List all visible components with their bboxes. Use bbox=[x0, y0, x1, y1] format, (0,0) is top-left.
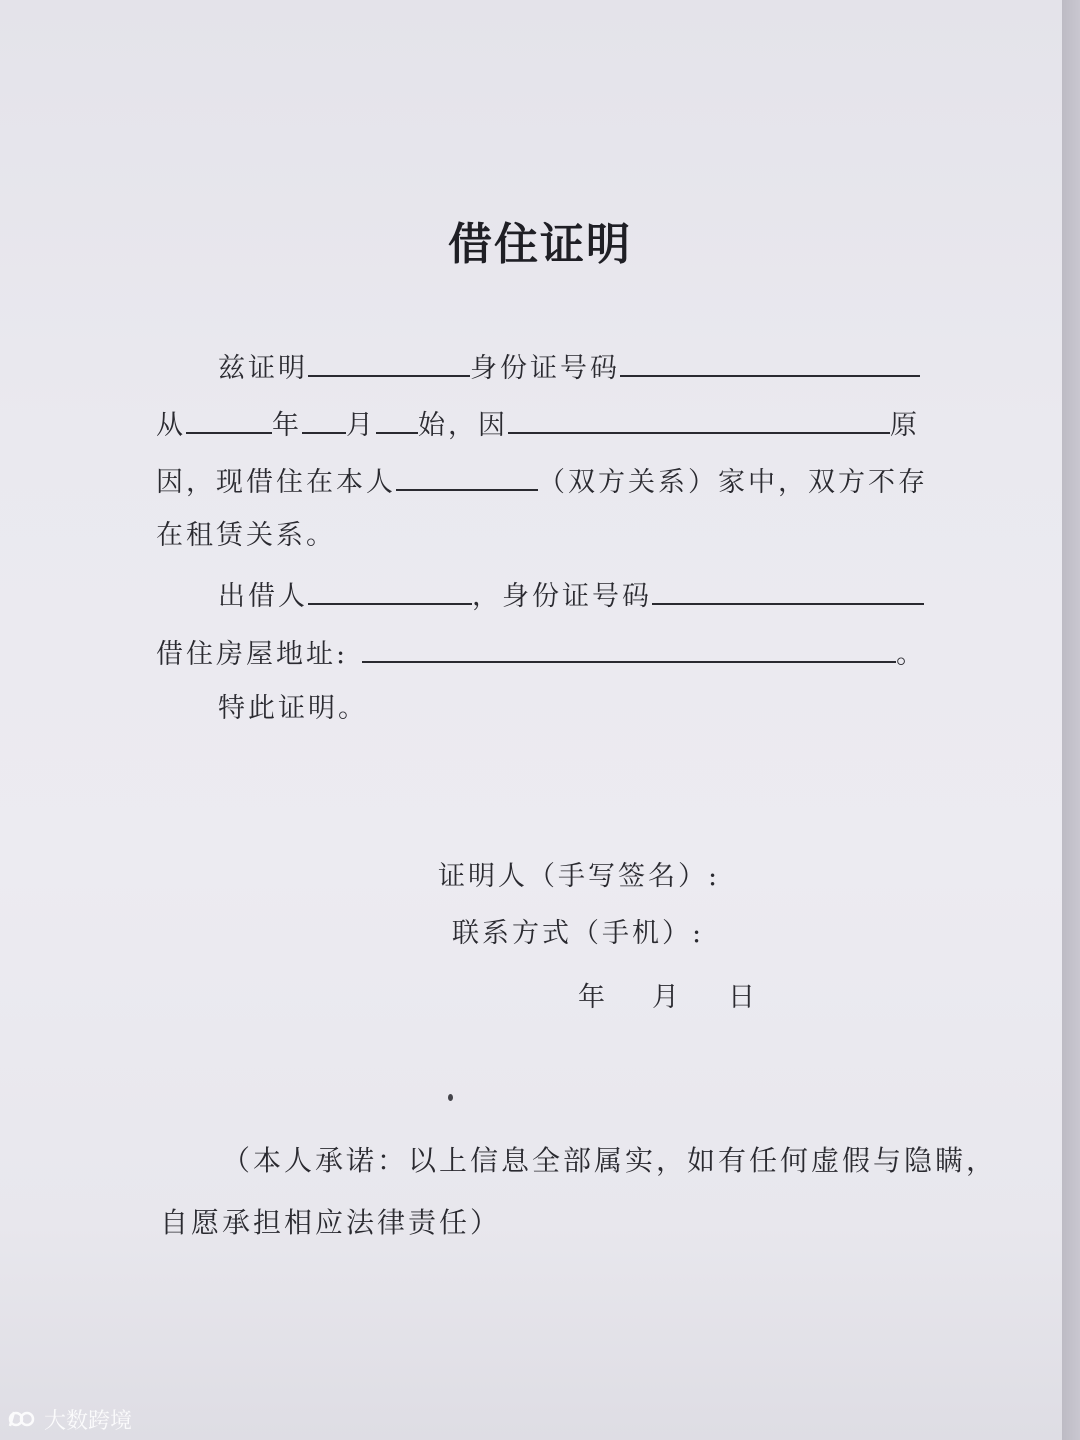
address-line bbox=[156, 631, 926, 671]
name-blank[interactable] bbox=[308, 345, 470, 377]
from-label: 从 bbox=[156, 410, 186, 441]
contact-label: 联系方式（手机）: bbox=[452, 918, 705, 949]
lender-id-blank[interactable] bbox=[652, 573, 924, 605]
para1-line4 bbox=[156, 516, 336, 556]
no-lease-text: 在租赁关系。 bbox=[156, 520, 336, 551]
date-year-label: 年 bbox=[578, 982, 605, 1013]
promise-line-1: （本人承诺：以上信息全部属实，如有任何虚假与隐瞒， bbox=[222, 1144, 998, 1177]
lender-id-label: ，身份证号码 bbox=[472, 581, 652, 612]
para1-line1 bbox=[218, 345, 920, 385]
address-end: 。 bbox=[896, 639, 927, 670]
date-day-label: 日 bbox=[728, 982, 755, 1013]
closing-text: 特此证明。 bbox=[218, 693, 368, 724]
watermark-text: 大数跨境 bbox=[44, 1408, 133, 1434]
lender-label: 出借人 bbox=[218, 581, 308, 612]
lender-name-blank[interactable] bbox=[308, 573, 472, 605]
para1-line3 bbox=[156, 459, 928, 499]
ink-speck bbox=[448, 1094, 453, 1101]
closing-line bbox=[218, 689, 368, 729]
lender-line bbox=[218, 573, 924, 613]
date-month-label: 月 bbox=[652, 982, 679, 1013]
certify-label: 兹证明 bbox=[218, 353, 308, 384]
address-blank[interactable] bbox=[362, 631, 896, 663]
watermark-logo-icon bbox=[8, 1404, 38, 1434]
month-blank[interactable] bbox=[302, 402, 346, 434]
start-blank[interactable] bbox=[376, 402, 418, 434]
relation-label: （双方关系）家中，双方不存 bbox=[538, 467, 928, 498]
id-number-blank[interactable] bbox=[620, 345, 920, 377]
year-label: 年 bbox=[272, 410, 302, 441]
lives-with-label: 因，现借住在本人 bbox=[156, 467, 396, 498]
watermark bbox=[8, 1402, 132, 1436]
signature-label: 证明人（手写签名）: bbox=[438, 861, 721, 892]
promise-line-2: 自愿承担相应法律责任） bbox=[160, 1206, 502, 1239]
month-label: 月 bbox=[346, 410, 376, 441]
reason-blank[interactable] bbox=[508, 402, 890, 434]
relation-blank[interactable] bbox=[396, 459, 538, 491]
year-blank[interactable] bbox=[186, 402, 272, 434]
address-label: 借住房屋地址: bbox=[156, 639, 349, 670]
para1-line2 bbox=[156, 402, 920, 442]
start-reason-label: 始，因 bbox=[418, 410, 508, 441]
id-number-label: 身份证号码 bbox=[470, 353, 620, 384]
document-title: 借住证明 bbox=[448, 219, 632, 270]
reason-end-label: 原 bbox=[890, 410, 920, 441]
